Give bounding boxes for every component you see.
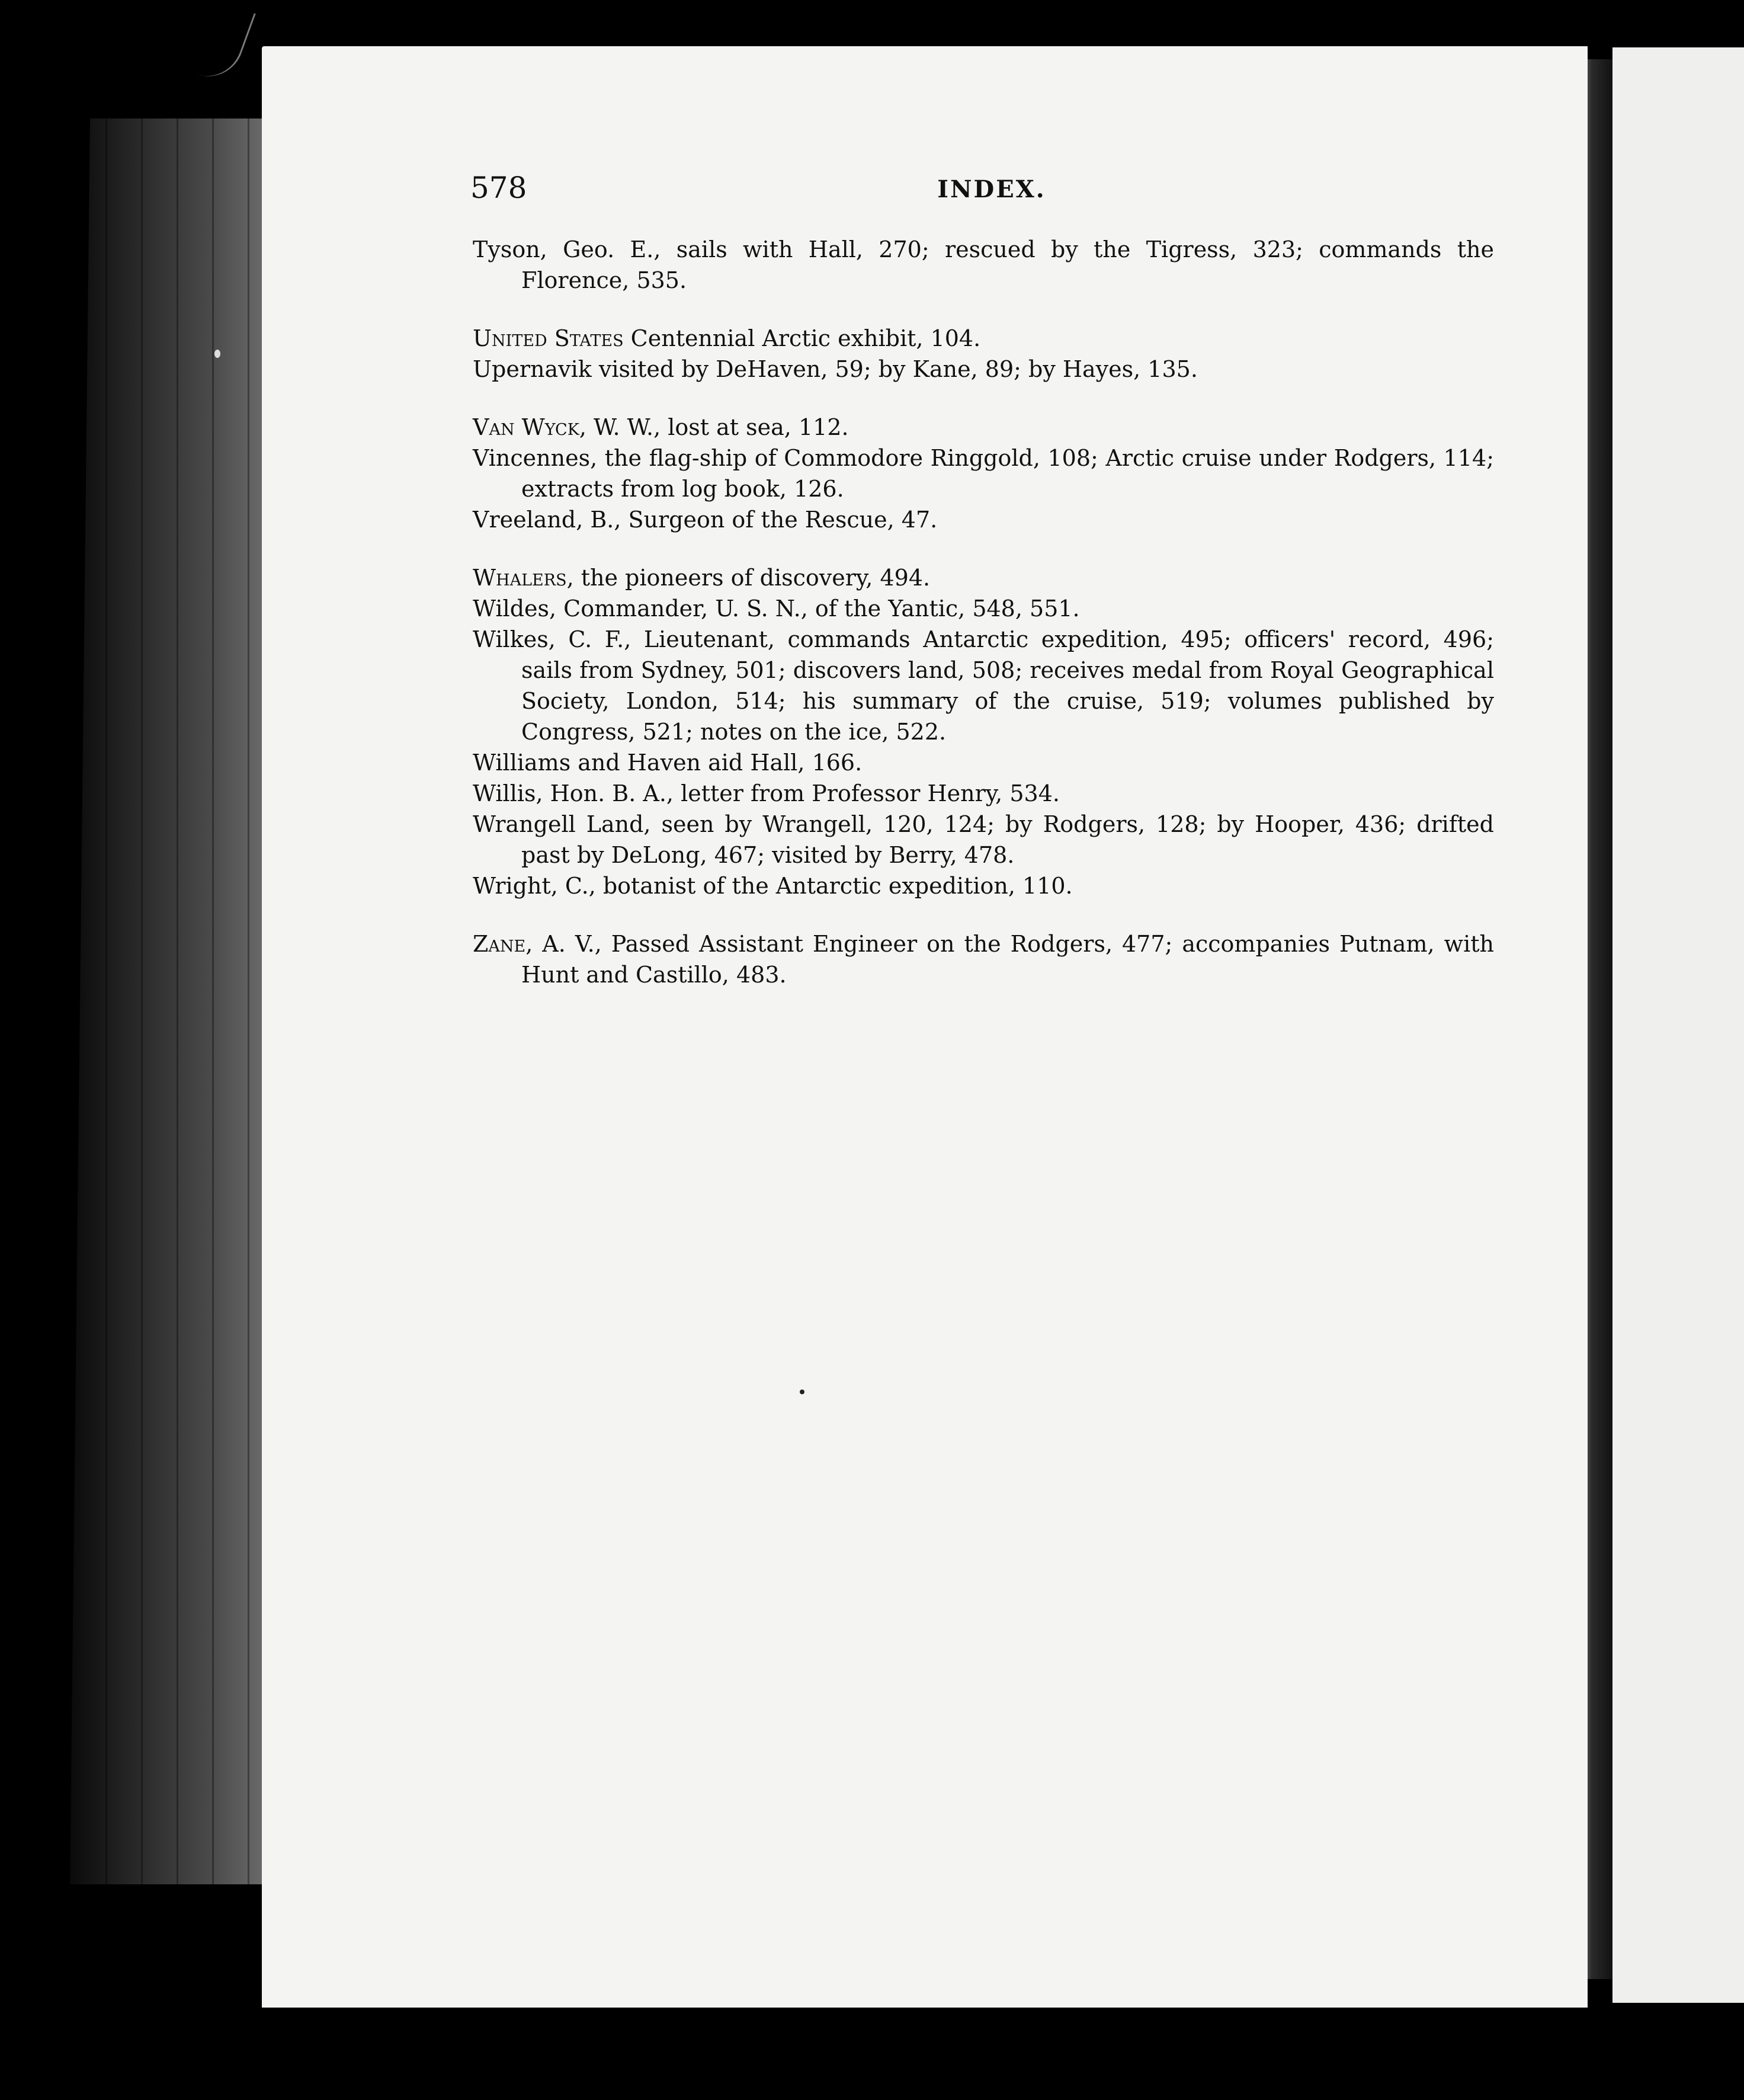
page-header	[470, 171, 1513, 224]
index-entry-zane: Zane, A. V., Passed Assistant Engineer on the Rodgers, 477; accompanies Putnam, with Hunt and Castillo, 483.	[473, 931, 1494, 988]
margin-speck	[214, 350, 220, 358]
index-entries	[473, 234, 1494, 990]
page-block-edge	[70, 119, 271, 1884]
ink-speck	[800, 1390, 804, 1394]
index-entry-williams: Williams and Haven aid Hall, 166.	[473, 750, 863, 776]
index-entry-wright: Wright, C., botanist of the Antarctic expedition, 110.	[473, 873, 1073, 899]
facing-page-edge	[1612, 47, 1744, 2003]
index-entry-whalers: Whalers, the pioneers of discovery, 494.	[473, 565, 931, 591]
index-entry-wilkes: Wilkes, C. F., Lieutenant, commands Antarctic expedition, 495; officers' record, 496; sails from Sydney, 501; discovers land, 508; receives medal from Royal Geographical Society, London, 514; his summary of the cruise, 519; volumes published by Congress, 521; notes on the ice, 522.	[473, 626, 1494, 745]
index-entry-upernavik: Upernavik visited by DeHaven, 59; by Kane, 89; by Hayes, 135.	[473, 356, 1198, 382]
running-head: INDEX.	[937, 175, 1046, 203]
index-entry-wildes: Wildes, Commander, U. S. N., of the Yantic, 548, 551.	[473, 596, 1080, 622]
scan-artifact	[166, 0, 256, 86]
index-entry-united-states: United States Centennial Arctic exhibit, 104.	[473, 325, 981, 351]
index-entry-willis: Willis, Hon. B. A., letter from Professor Henry, 534.	[473, 780, 1060, 806]
index-entry-wrangell: Wrangell Land, seen by Wrangell, 120, 124; by Rodgers, 128; by Hooper, 436; drifted past by DeLong, 467; visited by Berry, 478.	[473, 811, 1494, 868]
index-entry-vreeland: Vreeland, B., Surgeon of the Rescue, 47.	[473, 507, 938, 533]
index-entry-tyson: Tyson, Geo. E., sails with Hall, 270; rescued by the Tigress, 323; commands the Florence, 535.	[473, 236, 1494, 293]
index-entry-van-wyck: Van Wyck, W. W., lost at sea, 112.	[473, 414, 849, 440]
page-number: 578	[470, 171, 527, 205]
index-entry-vincennes: Vincennes, the flag-ship of Commodore Ringgold, 108; Arctic cruise under Rodgers, 114; extracts from log book, 126.	[473, 445, 1494, 502]
